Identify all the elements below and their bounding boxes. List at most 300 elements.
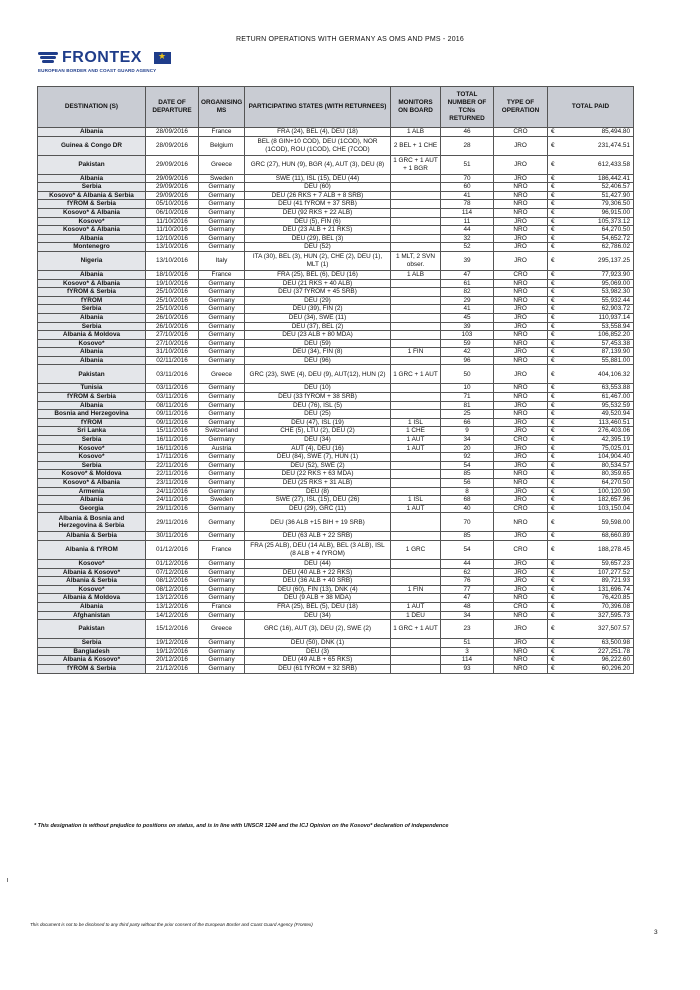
table-row xyxy=(38,470,634,479)
monitors-cell: 1 GRC xyxy=(391,540,441,559)
operation-type-cell: NRO xyxy=(494,331,548,340)
destination-cell: Armenia xyxy=(38,487,146,496)
monitors-cell xyxy=(391,243,441,252)
monitors-cell xyxy=(391,639,441,648)
currency-cell: € xyxy=(548,401,562,410)
monitors-cell xyxy=(391,288,441,297)
total-returned-cell: 44 xyxy=(441,559,494,568)
monitors-cell xyxy=(391,356,441,365)
total-returned-cell: 25 xyxy=(441,410,494,419)
currency-cell: € xyxy=(548,559,562,568)
monitors-cell: 1 GRC + 1 AUT xyxy=(391,620,441,639)
total-paid-cell: 64,270.50 xyxy=(562,479,634,488)
monitors-cell: 1 AUT xyxy=(391,602,441,611)
participants-cell: DEU (60), FIN (13), DNK (4) xyxy=(245,585,391,594)
total-returned-cell: 54 xyxy=(441,461,494,470)
monitors-cell: 1 GRC + 1 AUT xyxy=(391,365,441,384)
date-cell: 19/10/2016 xyxy=(146,279,199,288)
operation-type-cell: NRO xyxy=(494,208,548,217)
destination-cell: Albania xyxy=(38,602,146,611)
total-returned-cell: 45 xyxy=(441,313,494,322)
monitors-cell xyxy=(391,513,441,532)
date-cell: 08/12/2016 xyxy=(146,585,199,594)
col-participating-states: PARTICIPATING STATES (WITH RETURNEES) xyxy=(245,87,391,128)
currency-cell: € xyxy=(548,217,562,226)
total-returned-cell: 48 xyxy=(441,602,494,611)
currency-cell: € xyxy=(548,128,562,137)
total-paid-cell: 327,595.73 xyxy=(562,611,634,620)
table-row xyxy=(38,487,634,496)
currency-cell: € xyxy=(548,243,562,252)
participants-cell: DEU (50), DNK (1) xyxy=(245,639,391,648)
total-returned-cell: 54 xyxy=(441,540,494,559)
destination-cell: Kosovo* & Albania xyxy=(38,226,146,235)
organising-ms-cell: Germany xyxy=(199,208,245,217)
currency-cell: € xyxy=(548,479,562,488)
operation-type-cell: JRO xyxy=(494,217,548,226)
date-cell: 03/11/2016 xyxy=(146,365,199,384)
monitors-cell: 1 AUT xyxy=(391,436,441,445)
destination-cell: Kosovo* & Albania xyxy=(38,208,146,217)
participants-cell: DEU (76), ISL (5) xyxy=(245,401,391,410)
destination-cell: Afghanistan xyxy=(38,611,146,620)
destination-cell: Albania xyxy=(38,348,146,357)
destination-cell: Serbia xyxy=(38,322,146,331)
operation-type-cell: JRO xyxy=(494,496,548,505)
organising-ms-cell: Germany xyxy=(199,611,245,620)
document-title: RETURN OPERATIONS WITH GERMANY AS OMS AND PMS - 2016 xyxy=(236,36,464,43)
destination-cell: Kosovo* xyxy=(38,585,146,594)
total-paid-cell: 79,306.50 xyxy=(562,200,634,209)
operation-type-cell: NRO xyxy=(494,183,548,192)
date-cell: 11/10/2016 xyxy=(146,226,199,235)
participants-cell: DEU (61 fYROM + 32 SRB) xyxy=(245,664,391,673)
organising-ms-cell: Germany xyxy=(199,647,245,656)
date-cell: 01/12/2016 xyxy=(146,559,199,568)
currency-cell: € xyxy=(548,594,562,603)
monitors-cell xyxy=(391,594,441,603)
operation-type-cell: CRO xyxy=(494,436,548,445)
participants-cell: DEU (5), FIN (6) xyxy=(245,217,391,226)
monitors-cell: 1 MLT, 2 SVN obser. xyxy=(391,251,441,270)
total-returned-cell: 39 xyxy=(441,251,494,270)
destination-cell: Bosnia and Herzegovina xyxy=(38,410,146,419)
destination-cell: Tunisia xyxy=(38,384,146,393)
date-cell: 02/11/2016 xyxy=(146,356,199,365)
destination-cell: Albania & Serbia xyxy=(38,577,146,586)
total-paid-cell: 87,139.90 xyxy=(562,348,634,357)
destination-cell: fYROM xyxy=(38,418,146,427)
total-paid-cell: 188,278.45 xyxy=(562,540,634,559)
monitors-cell: 1 FIN xyxy=(391,348,441,357)
frontex-wave-icon xyxy=(38,52,58,66)
frontex-logo xyxy=(38,50,218,78)
total-returned-cell: 42 xyxy=(441,348,494,357)
date-cell: 27/10/2016 xyxy=(146,339,199,348)
currency-cell: € xyxy=(548,251,562,270)
table-row xyxy=(38,356,634,365)
date-cell: 24/11/2016 xyxy=(146,496,199,505)
table-row xyxy=(38,577,634,586)
destination-cell: Kosovo* & Albania & Serbia xyxy=(38,191,146,200)
total-returned-cell: 71 xyxy=(441,393,494,402)
date-cell: 26/10/2016 xyxy=(146,313,199,322)
date-cell: 31/10/2016 xyxy=(146,348,199,357)
participants-cell: FRA (24), BEL (4), DEU (18) xyxy=(245,128,391,137)
total-paid-cell: 64,270.50 xyxy=(562,226,634,235)
organising-ms-cell: Germany xyxy=(199,479,245,488)
total-returned-cell: 114 xyxy=(441,656,494,665)
destination-cell: Sri Lanka xyxy=(38,427,146,436)
table-row xyxy=(38,322,634,331)
destination-cell: Kosovo* & Albania xyxy=(38,279,146,288)
date-cell: 29/09/2016 xyxy=(146,183,199,192)
participants-cell: DEU (29), GRC (11) xyxy=(245,504,391,513)
total-paid-cell: 404,106.32 xyxy=(562,365,634,384)
currency-cell: € xyxy=(548,296,562,305)
currency-cell: € xyxy=(548,444,562,453)
operation-type-cell: JRO xyxy=(494,639,548,648)
participants-cell: SWE (27), ISL (15), DEU (26) xyxy=(245,496,391,505)
organising-ms-cell: Germany xyxy=(199,348,245,357)
date-cell: 29/09/2016 xyxy=(146,191,199,200)
table-row xyxy=(38,217,634,226)
operation-type-cell: JRO xyxy=(494,532,548,541)
total-paid-cell: 107,277.52 xyxy=(562,568,634,577)
operation-type-cell: JRO xyxy=(494,453,548,462)
table-row xyxy=(38,410,634,419)
monitors-cell xyxy=(391,410,441,419)
organising-ms-cell: France xyxy=(199,128,245,137)
date-cell: 29/11/2016 xyxy=(146,504,199,513)
logo-text: FRONTEX xyxy=(62,49,142,66)
total-paid-cell: 60,296.20 xyxy=(562,664,634,673)
currency-cell: € xyxy=(548,461,562,470)
date-cell: 17/11/2016 xyxy=(146,453,199,462)
currency-cell: € xyxy=(548,620,562,639)
total-returned-cell: 66 xyxy=(441,418,494,427)
total-paid-cell: 110,937.14 xyxy=(562,313,634,322)
total-returned-cell: 96 xyxy=(441,356,494,365)
participants-cell: DEU (52) xyxy=(245,243,391,252)
total-paid-cell: 276,403.06 xyxy=(562,427,634,436)
currency-cell: € xyxy=(548,585,562,594)
destination-cell: Serbia xyxy=(38,461,146,470)
date-cell: 08/11/2016 xyxy=(146,401,199,410)
destination-cell: Albania & fYROM xyxy=(38,540,146,559)
organising-ms-cell: Germany xyxy=(199,568,245,577)
total-paid-cell: 612,433.58 xyxy=(562,155,634,174)
destination-cell: Albania xyxy=(38,401,146,410)
participants-cell: DEU (52), SWE (2) xyxy=(245,461,391,470)
operation-type-cell: NRO xyxy=(494,200,548,209)
destination-cell: Albania xyxy=(38,234,146,243)
page-number: 3 xyxy=(654,929,658,936)
total-paid-cell: 104,904.40 xyxy=(562,453,634,462)
currency-cell: € xyxy=(548,427,562,436)
participants-cell: DEU (37), BEL (2) xyxy=(245,322,391,331)
participants-cell: DEU (34) xyxy=(245,611,391,620)
total-returned-cell: 47 xyxy=(441,594,494,603)
operation-type-cell: NRO xyxy=(494,611,548,620)
destination-cell: Serbia xyxy=(38,305,146,314)
total-paid-cell: 68,660.89 xyxy=(562,532,634,541)
total-returned-cell: 50 xyxy=(441,365,494,384)
operation-type-cell: NRO xyxy=(494,393,548,402)
total-paid-cell: 89,721.93 xyxy=(562,577,634,586)
currency-cell: € xyxy=(548,356,562,365)
organising-ms-cell: Germany xyxy=(199,513,245,532)
total-paid-cell: 295,137.25 xyxy=(562,251,634,270)
monitors-cell xyxy=(391,487,441,496)
participants-cell: DEU (25 RKS + 31 ALB) xyxy=(245,479,391,488)
destination-cell: Bangladesh xyxy=(38,647,146,656)
destination-cell: Serbia xyxy=(38,436,146,445)
currency-cell: € xyxy=(548,270,562,279)
destination-cell: Albania xyxy=(38,270,146,279)
currency-cell: € xyxy=(548,611,562,620)
table-row xyxy=(38,418,634,427)
participants-cell: FRA (25), BEL (6), DEU (16) xyxy=(245,270,391,279)
monitors-cell xyxy=(391,384,441,393)
total-paid-cell: 96,915.00 xyxy=(562,208,634,217)
destination-cell: Kosovo* xyxy=(38,444,146,453)
date-cell: 09/11/2016 xyxy=(146,418,199,427)
date-cell: 29/09/2016 xyxy=(146,155,199,174)
monitors-cell xyxy=(391,577,441,586)
total-returned-cell: 41 xyxy=(441,305,494,314)
total-paid-cell: 52,406.57 xyxy=(562,183,634,192)
operation-type-cell: NRO xyxy=(494,656,548,665)
organising-ms-cell: Germany xyxy=(199,401,245,410)
total-paid-cell: 42,395.19 xyxy=(562,436,634,445)
currency-cell: € xyxy=(548,496,562,505)
participants-cell: DEU (60) xyxy=(245,183,391,192)
total-paid-cell: 131,696.74 xyxy=(562,585,634,594)
operation-type-cell: JRO xyxy=(494,348,548,357)
table-row xyxy=(38,602,634,611)
total-paid-cell: 53,982.30 xyxy=(562,288,634,297)
total-paid-cell: 54,652.72 xyxy=(562,234,634,243)
table-row xyxy=(38,479,634,488)
organising-ms-cell: Germany xyxy=(199,418,245,427)
date-cell: 24/11/2016 xyxy=(146,487,199,496)
date-cell: 09/11/2016 xyxy=(146,410,199,419)
organising-ms-cell: Sweden xyxy=(199,496,245,505)
operation-type-cell: JRO xyxy=(494,418,548,427)
organising-ms-cell: Germany xyxy=(199,226,245,235)
total-returned-cell: 82 xyxy=(441,288,494,297)
col-organising-ms: ORGANISING MS xyxy=(199,87,245,128)
table-row xyxy=(38,436,634,445)
total-paid-cell: 53,558.94 xyxy=(562,322,634,331)
monitors-cell: 1 ISL xyxy=(391,418,441,427)
operation-type-cell: NRO xyxy=(494,479,548,488)
organising-ms-cell: Germany xyxy=(199,487,245,496)
operation-type-cell: JRO xyxy=(494,427,548,436)
organising-ms-cell: Sweden xyxy=(199,174,245,183)
participants-cell: DEU (22 RKS + 63 MDA) xyxy=(245,470,391,479)
organising-ms-cell: Germany xyxy=(199,393,245,402)
organising-ms-cell: France xyxy=(199,540,245,559)
organising-ms-cell: Switzerland xyxy=(199,427,245,436)
destination-cell: Kosovo* xyxy=(38,559,146,568)
table-row xyxy=(38,313,634,322)
total-returned-cell: 11 xyxy=(441,217,494,226)
table-row xyxy=(38,656,634,665)
monitors-cell xyxy=(391,183,441,192)
currency-cell: € xyxy=(548,174,562,183)
currency-cell: € xyxy=(548,208,562,217)
destination-cell: Kosovo* xyxy=(38,453,146,462)
table-row xyxy=(38,393,634,402)
operation-type-cell: JRO xyxy=(494,461,548,470)
currency-cell: € xyxy=(548,504,562,513)
organising-ms-cell: Germany xyxy=(199,183,245,192)
total-returned-cell: 10 xyxy=(441,384,494,393)
date-cell: 11/10/2016 xyxy=(146,217,199,226)
col-total-returned: TOTAL NUMBER OF TCNs RETURNED xyxy=(441,87,494,128)
date-cell: 23/11/2016 xyxy=(146,479,199,488)
table-row xyxy=(38,243,634,252)
total-returned-cell: 34 xyxy=(441,436,494,445)
organising-ms-cell: Greece xyxy=(199,365,245,384)
organising-ms-cell: Austria xyxy=(199,444,245,453)
currency-cell: € xyxy=(548,664,562,673)
operation-type-cell: JRO xyxy=(494,568,548,577)
table-row xyxy=(38,128,634,137)
participants-cell: GRC (27), HUN (9), BGR (4), AUT (3), DEU (8) xyxy=(245,155,391,174)
participants-cell: DEU (29) xyxy=(245,296,391,305)
date-cell: 28/09/2016 xyxy=(146,136,199,155)
col-monitors: MONITORS ON BOARD xyxy=(391,87,441,128)
destination-cell: Georgia xyxy=(38,504,146,513)
date-cell: 13/12/2016 xyxy=(146,594,199,603)
operation-type-cell: JRO xyxy=(494,305,548,314)
monitors-cell xyxy=(391,208,441,217)
monitors-cell: 1 ALB xyxy=(391,270,441,279)
table-row xyxy=(38,208,634,217)
table-header-row xyxy=(38,87,634,128)
date-cell: 26/10/2016 xyxy=(146,322,199,331)
currency-cell: € xyxy=(548,393,562,402)
participants-cell: DEU (49 ALB + 65 RKS) xyxy=(245,656,391,665)
monitors-cell xyxy=(391,568,441,577)
table-row xyxy=(38,664,634,673)
operation-type-cell: NRO xyxy=(494,513,548,532)
monitors-cell xyxy=(391,393,441,402)
operation-type-cell: NRO xyxy=(494,356,548,365)
date-cell: 21/12/2016 xyxy=(146,664,199,673)
return-operations-table xyxy=(37,86,634,674)
date-cell: 20/12/2016 xyxy=(146,656,199,665)
total-paid-cell: 57,453.38 xyxy=(562,339,634,348)
organising-ms-cell: Germany xyxy=(199,313,245,322)
table-row xyxy=(38,427,634,436)
total-returned-cell: 34 xyxy=(441,611,494,620)
currency-cell: € xyxy=(548,418,562,427)
monitors-cell xyxy=(391,532,441,541)
monitors-cell xyxy=(391,664,441,673)
currency-cell: € xyxy=(548,348,562,357)
organising-ms-cell: Greece xyxy=(199,620,245,639)
total-paid-cell: 85,494.80 xyxy=(562,128,634,137)
operation-type-cell: JRO xyxy=(494,322,548,331)
currency-cell: € xyxy=(548,602,562,611)
total-returned-cell: 61 xyxy=(441,279,494,288)
operation-type-cell: NRO xyxy=(494,279,548,288)
table-row xyxy=(38,532,634,541)
total-returned-cell: 3 xyxy=(441,647,494,656)
total-returned-cell: 70 xyxy=(441,513,494,532)
monitors-cell xyxy=(391,470,441,479)
currency-cell: € xyxy=(548,410,562,419)
organising-ms-cell: Germany xyxy=(199,532,245,541)
operation-type-cell: JRO xyxy=(494,620,548,639)
organising-ms-cell: Germany xyxy=(199,594,245,603)
organising-ms-cell: Germany xyxy=(199,504,245,513)
total-paid-cell: 62,786.02 xyxy=(562,243,634,252)
operation-type-cell: JRO xyxy=(494,577,548,586)
footnote: * This designation is without prejudice to positions on status, and is in line with UNSCR 1244 and the ICJ Opinion on the Kosovo* declaration of independence xyxy=(34,823,449,829)
organising-ms-cell: France xyxy=(199,602,245,611)
destination-cell: Albania xyxy=(38,313,146,322)
currency-cell: € xyxy=(548,384,562,393)
organising-ms-cell: France xyxy=(199,270,245,279)
organising-ms-cell: Germany xyxy=(199,410,245,419)
participants-cell: SWE (11), ISL (15), DEU (44) xyxy=(245,174,391,183)
date-cell: 13/12/2016 xyxy=(146,602,199,611)
total-returned-cell: 44 xyxy=(441,226,494,235)
total-returned-cell: 59 xyxy=(441,339,494,348)
destination-cell: Albania & Kosovo* xyxy=(38,656,146,665)
organising-ms-cell: Germany xyxy=(199,664,245,673)
monitors-cell: 1 CHE xyxy=(391,427,441,436)
currency-cell: € xyxy=(548,191,562,200)
participants-cell: DEU (23 ALB + 21 RKS) xyxy=(245,226,391,235)
date-cell: 03/11/2016 xyxy=(146,393,199,402)
operation-type-cell: JRO xyxy=(494,174,548,183)
organising-ms-cell: Germany xyxy=(199,384,245,393)
participants-cell: DEU (34), FIN (8) xyxy=(245,348,391,357)
currency-cell: € xyxy=(548,331,562,340)
operation-type-cell: CRO xyxy=(494,602,548,611)
total-returned-cell: 62 xyxy=(441,568,494,577)
table-row xyxy=(38,504,634,513)
logo-subtitle: EUROPEAN BORDER AND COAST GUARD AGENCY xyxy=(38,68,157,73)
destination-cell: Albania xyxy=(38,496,146,505)
participants-cell: DEU (39), FIN (2) xyxy=(245,305,391,314)
table-row xyxy=(38,226,634,235)
disclaimer: This document is not to be disclosed to any third party without the prior consent of the European Border and Coast Guard Agency (Frontex) xyxy=(30,922,313,927)
participants-cell: DEU (33 fYROM + 38 SRB) xyxy=(245,393,391,402)
total-returned-cell: 51 xyxy=(441,639,494,648)
table-row xyxy=(38,191,634,200)
organising-ms-cell: Germany xyxy=(199,453,245,462)
operation-type-cell: NRO xyxy=(494,470,548,479)
date-cell: 13/10/2016 xyxy=(146,251,199,270)
margin-mark xyxy=(7,878,8,882)
monitors-cell xyxy=(391,559,441,568)
table-row xyxy=(38,568,634,577)
currency-cell: € xyxy=(548,305,562,314)
date-cell: 07/12/2016 xyxy=(146,568,199,577)
monitors-cell xyxy=(391,322,441,331)
participants-cell: DEU (23 ALB + 80 MDA) xyxy=(245,331,391,340)
date-cell: 29/11/2016 xyxy=(146,513,199,532)
currency-cell: € xyxy=(548,532,562,541)
destination-cell: Albania & Kosovo* xyxy=(38,568,146,577)
